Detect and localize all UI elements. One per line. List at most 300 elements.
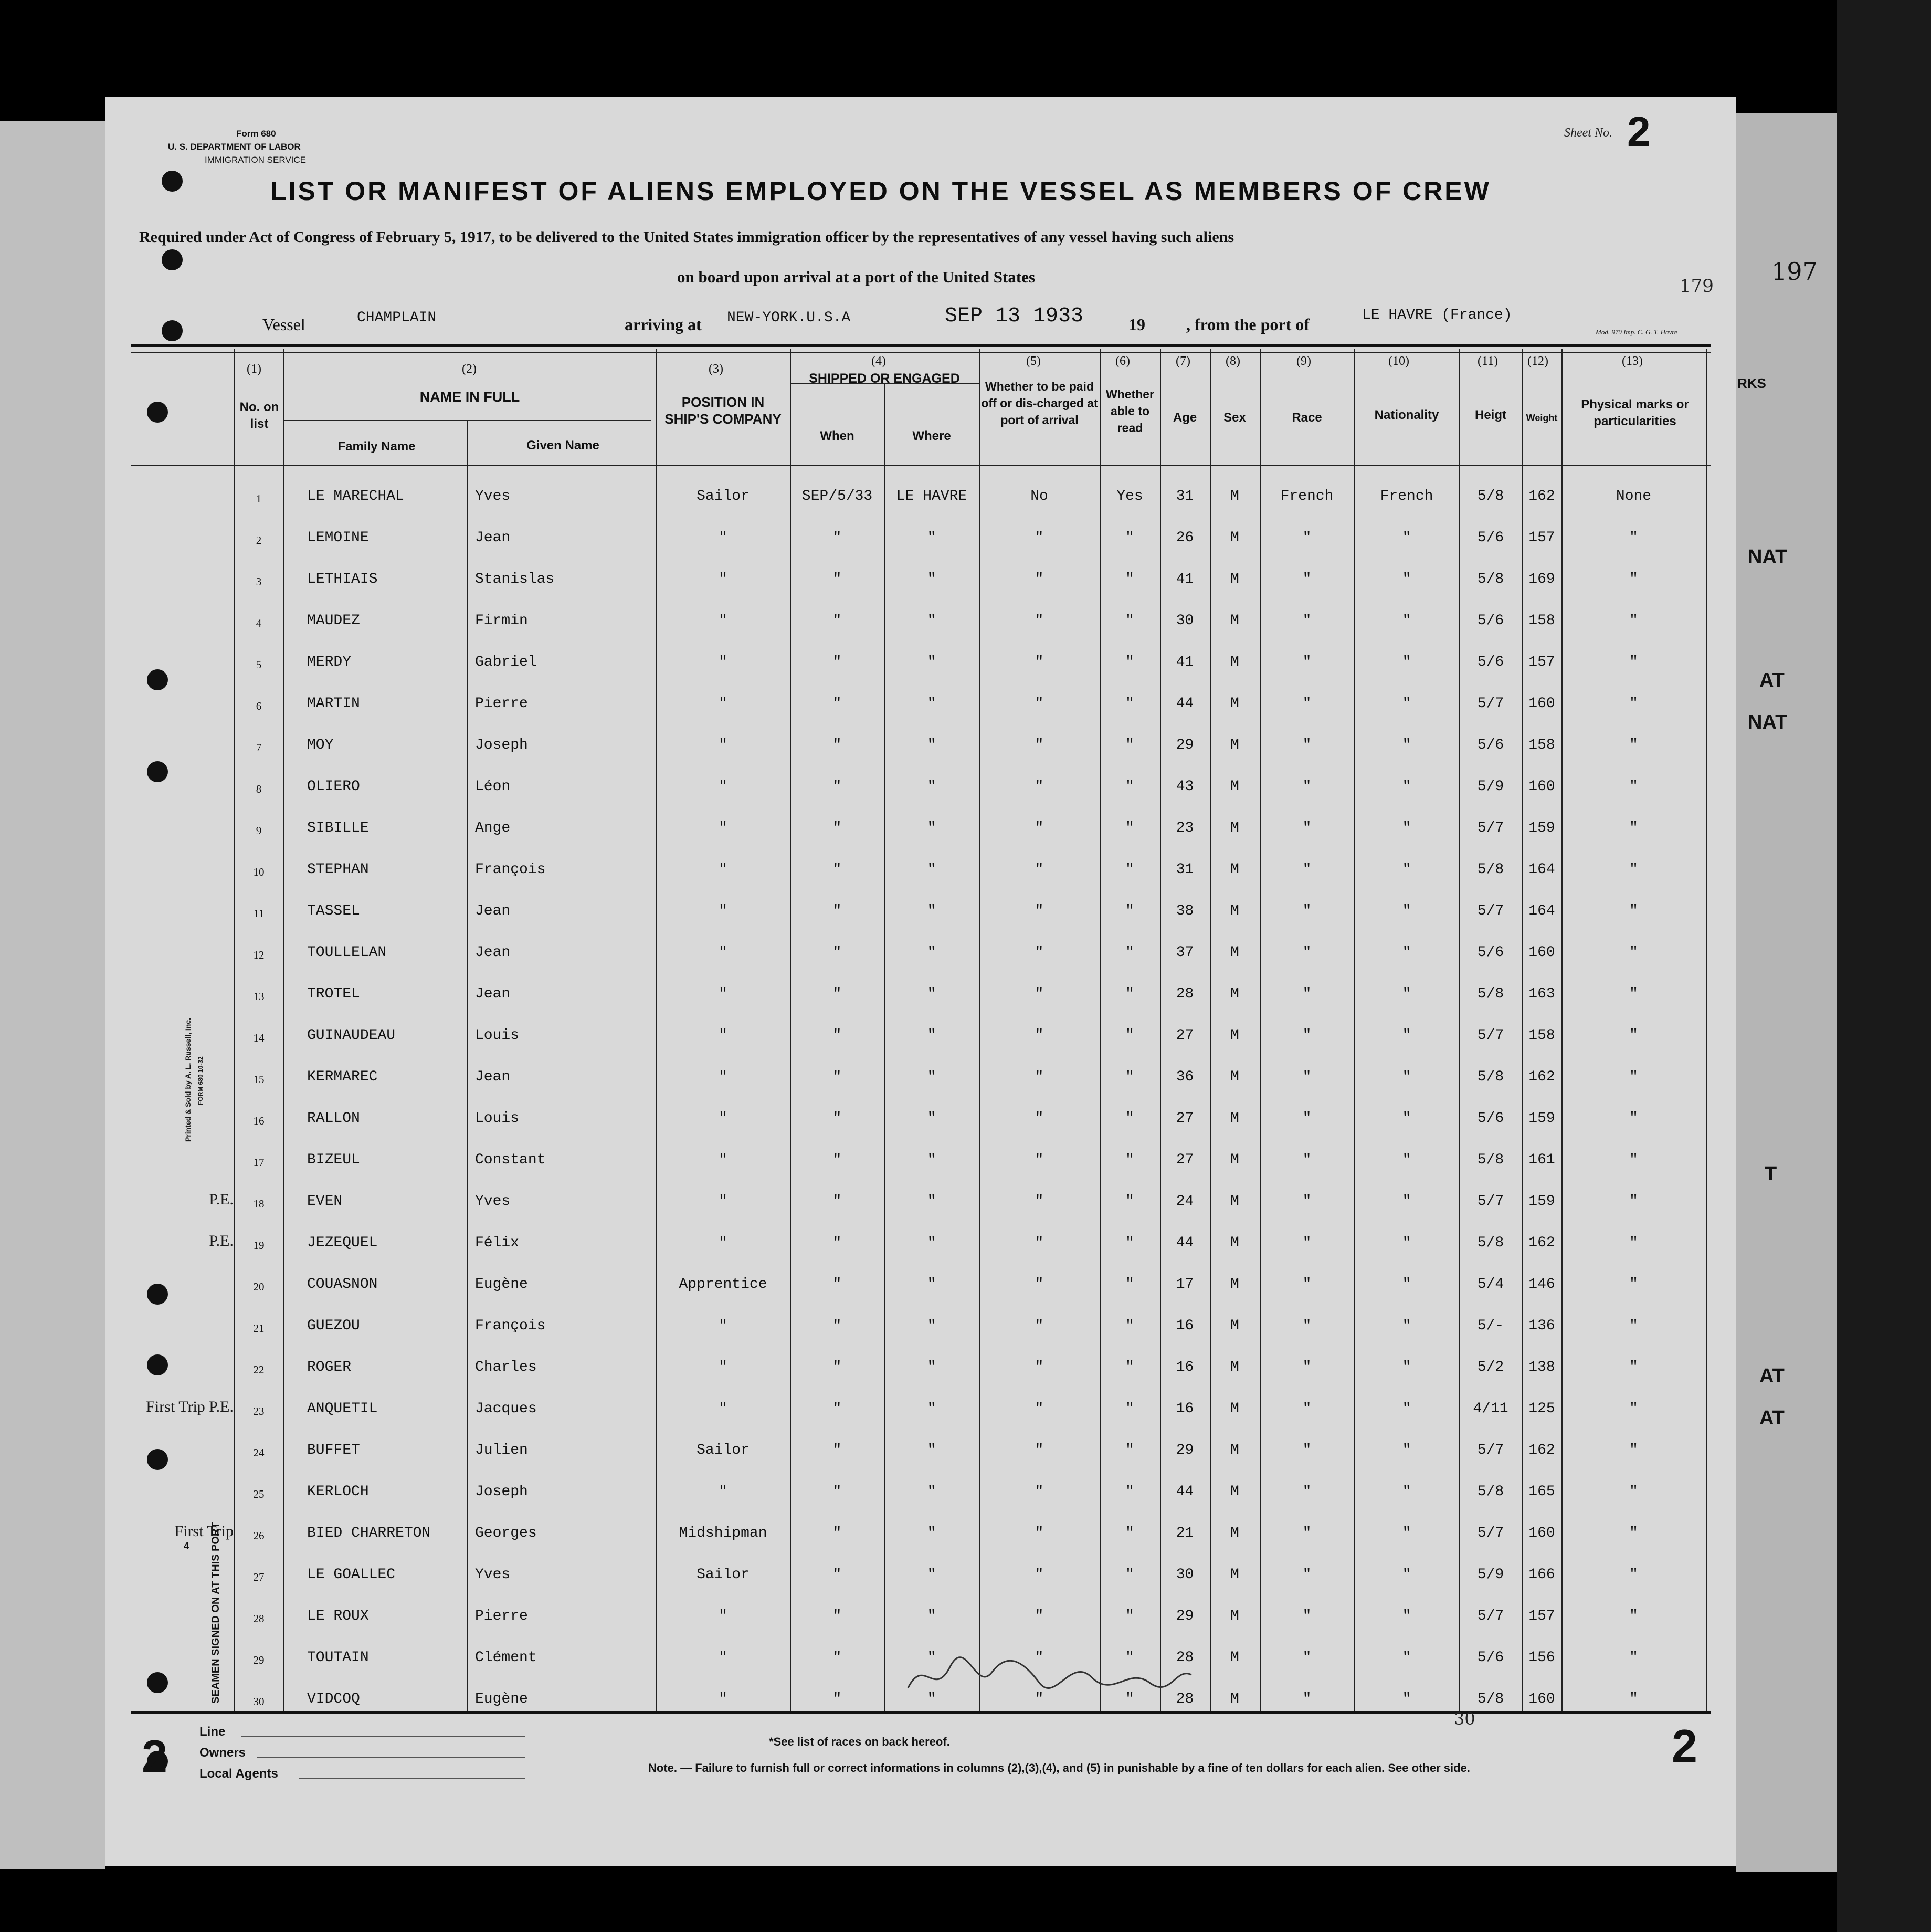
col-1-title: No. on list <box>239 400 279 431</box>
row-marks: " <box>1629 1567 1638 1583</box>
row-marks: None <box>1616 488 1652 505</box>
row-where: " <box>927 530 936 546</box>
row-weight: 157 <box>1528 1608 1555 1624</box>
row-no: 27 <box>253 1571 265 1583</box>
row-paid: " <box>1035 613 1044 629</box>
row-family: LEMOINE <box>307 530 369 546</box>
row-marks: " <box>1629 1359 1638 1376</box>
row-when: " <box>832 820 842 836</box>
row-weight: 160 <box>1528 944 1555 961</box>
row-nationality: " <box>1402 820 1411 836</box>
row-when: " <box>832 903 842 919</box>
row-read: " <box>1125 696 1134 712</box>
row-sex: M <box>1230 1193 1239 1210</box>
row-height: 5/6 <box>1477 613 1504 629</box>
col-5-number: (5) <box>1026 354 1041 368</box>
row-age: 43 <box>1176 779 1194 795</box>
row-family: RALLON <box>307 1110 360 1127</box>
row-race: " <box>1302 1484 1312 1500</box>
row-age: 31 <box>1176 862 1194 878</box>
row-no: 9 <box>256 824 262 837</box>
row-paid: " <box>1035 737 1044 753</box>
row-given: François <box>475 862 546 878</box>
punch-hole <box>162 320 183 341</box>
row-nationality: " <box>1402 1235 1411 1251</box>
row-height: 5/7 <box>1477 903 1504 919</box>
row-no: 30 <box>253 1695 265 1708</box>
row-race: " <box>1302 1110 1312 1127</box>
row-marks: " <box>1629 530 1638 546</box>
row-where: " <box>927 1359 936 1376</box>
row-read: " <box>1125 944 1134 961</box>
row-position: " <box>719 530 727 546</box>
row-weight: 160 <box>1528 696 1555 712</box>
row-sex: M <box>1230 1401 1239 1417</box>
row-position: " <box>719 1608 727 1624</box>
col-6-number: (6) <box>1115 354 1130 368</box>
row-sex: M <box>1230 903 1239 919</box>
punch-hole <box>147 1672 168 1693</box>
footer-agents-label: Local Agents <box>199 1767 278 1781</box>
row-weight: 158 <box>1528 1027 1555 1044</box>
sheet-number: 2 <box>1627 108 1651 155</box>
row-no: 3 <box>256 575 262 588</box>
row-race: " <box>1302 903 1312 919</box>
adjacent-nat-1: NAT <box>1748 546 1788 568</box>
row-no: 5 <box>256 658 262 671</box>
row-sex: M <box>1230 986 1239 1002</box>
row-nationality: " <box>1402 903 1411 919</box>
row-position: " <box>719 571 727 587</box>
row-position: " <box>719 820 727 836</box>
races-note: *See list of races on back hereof. <box>769 1735 950 1748</box>
row-when: " <box>832 1442 842 1458</box>
row-age: 41 <box>1176 654 1194 670</box>
row-marks: " <box>1629 1318 1638 1334</box>
row-read: " <box>1125 1276 1134 1293</box>
row-family: ROGER <box>307 1359 352 1376</box>
row-given: Léon <box>475 779 511 795</box>
seamen-count: 4 <box>184 1541 189 1551</box>
row-read: " <box>1125 1027 1134 1044</box>
punch-hole <box>147 1284 168 1305</box>
row-given: Yves <box>475 1193 511 1210</box>
row-no: 6 <box>256 700 262 712</box>
row-marks: " <box>1629 944 1638 961</box>
row-sex: M <box>1230 1027 1239 1044</box>
row-when: " <box>832 1650 842 1666</box>
row-no: 26 <box>253 1529 265 1542</box>
col-9-number: (9) <box>1296 354 1311 368</box>
row-age: 37 <box>1176 944 1194 961</box>
col-7-number: (7) <box>1176 354 1190 368</box>
footer-owners-label: Owners <box>199 1746 246 1760</box>
col-2-given-title: Given Name <box>526 438 599 453</box>
adjacent-nat-3: NAT <box>1748 711 1788 733</box>
row-paid: " <box>1035 1691 1044 1707</box>
row-margin-note: P.E. <box>209 1191 234 1208</box>
row-given: François <box>475 1318 546 1334</box>
row-where: " <box>927 1650 936 1666</box>
row-weight: 169 <box>1528 571 1555 587</box>
row-no: 15 <box>253 1073 265 1086</box>
row-margin-note: First Trip <box>174 1522 234 1540</box>
row-height: 5/9 <box>1477 779 1504 795</box>
row-marks: " <box>1629 1525 1638 1541</box>
row-where: " <box>927 1110 936 1127</box>
row-no: 18 <box>253 1198 265 1210</box>
row-position: " <box>719 986 727 1002</box>
row-read: " <box>1125 1484 1134 1500</box>
row-when: " <box>832 530 842 546</box>
row-height: 5/7 <box>1477 1193 1504 1210</box>
row-position: " <box>719 1193 727 1210</box>
row-position: Midshipman <box>679 1525 767 1541</box>
row-sex: M <box>1230 944 1239 961</box>
row-nationality: " <box>1402 1608 1411 1624</box>
row-where: " <box>927 1484 936 1500</box>
footer-line-rule <box>241 1736 525 1737</box>
row-family: LETHIAIS <box>307 571 378 587</box>
row-where: " <box>927 944 936 961</box>
row-weight: 157 <box>1528 530 1555 546</box>
printer-mark: Mod. 970 Imp. C. G. T. Havre <box>1596 328 1677 336</box>
row-marks: " <box>1629 1110 1638 1127</box>
row-weight: 136 <box>1528 1318 1555 1334</box>
vessel-label: Vessel <box>262 315 305 334</box>
row-height: 5/6 <box>1477 737 1504 753</box>
row-race: " <box>1302 1525 1312 1541</box>
row-race: " <box>1302 1027 1312 1044</box>
row-read: " <box>1125 862 1134 878</box>
row-when: " <box>832 696 842 712</box>
row-race: " <box>1302 1235 1312 1251</box>
row-sex: M <box>1230 1359 1239 1376</box>
row-age: 29 <box>1176 1608 1194 1624</box>
row-family: ANQUETIL <box>307 1401 378 1417</box>
row-paid: " <box>1035 1484 1044 1500</box>
row-when: " <box>832 1484 842 1500</box>
row-read: " <box>1125 1567 1134 1583</box>
row-race: " <box>1302 986 1312 1002</box>
row-race: " <box>1302 654 1312 670</box>
row-sex: M <box>1230 1276 1239 1293</box>
row-no: 1 <box>256 492 262 505</box>
row-weight: 158 <box>1528 613 1555 629</box>
row-weight: 138 <box>1528 1359 1555 1376</box>
row-age: 27 <box>1176 1027 1194 1044</box>
row-read: " <box>1125 1069 1134 1085</box>
adjacent-nat-2: AT <box>1759 669 1785 691</box>
row-position: " <box>719 1027 727 1044</box>
row-where: " <box>927 903 936 919</box>
punch-hole <box>147 761 168 782</box>
row-given: Jean <box>475 944 511 961</box>
row-where: " <box>927 1401 936 1417</box>
row-height: 5/4 <box>1477 1276 1504 1293</box>
scan-edge <box>1837 0 1931 1932</box>
row-paid: " <box>1035 696 1044 712</box>
row-given: Julien <box>475 1442 528 1458</box>
row-weight: 162 <box>1528 1442 1555 1458</box>
row-age: 28 <box>1176 986 1194 1002</box>
service: IMMIGRATION SERVICE <box>205 155 307 165</box>
row-paid: " <box>1035 1276 1044 1293</box>
row-weight: 162 <box>1528 1069 1555 1085</box>
row-position: " <box>719 613 727 629</box>
stamp-number: 179 <box>1680 276 1714 297</box>
row-weight: 125 <box>1528 1401 1555 1417</box>
col-2-title: NAME IN FULL <box>419 389 520 405</box>
row-family: LE GOALLEC <box>307 1567 396 1583</box>
row-read: " <box>1125 1650 1134 1666</box>
row-family: BIZEUL <box>307 1152 360 1168</box>
row-where: LE HAVRE <box>896 488 967 505</box>
row-marks: " <box>1629 903 1638 919</box>
row-race: " <box>1302 571 1312 587</box>
row-family: LE MARECHAL <box>307 488 404 505</box>
row-read: " <box>1125 1691 1134 1707</box>
row-marks: " <box>1629 1193 1638 1210</box>
row-marks: " <box>1629 862 1638 878</box>
row-no: 7 <box>256 741 262 754</box>
row-read: " <box>1125 1110 1134 1127</box>
row-nationality: " <box>1402 530 1411 546</box>
row-when: " <box>832 737 842 753</box>
row-sex: M <box>1230 1650 1239 1666</box>
punch-hole <box>162 171 183 192</box>
row-family: MERDY <box>307 654 352 670</box>
col-4-number: (4) <box>871 354 886 368</box>
col-10-title: Nationality <box>1374 408 1439 422</box>
row-race: " <box>1302 696 1312 712</box>
row-no: 8 <box>256 783 262 795</box>
arriving-label: arriving at <box>625 315 702 334</box>
row-family: TROTEL <box>307 986 360 1002</box>
row-marks: " <box>1629 1401 1638 1417</box>
row-where: " <box>927 1193 936 1210</box>
row-paid: " <box>1035 1567 1044 1583</box>
row-marks: " <box>1629 986 1638 1002</box>
row-family: SIBILLE <box>307 820 369 836</box>
row-paid: " <box>1035 1110 1044 1127</box>
row-weight: 163 <box>1528 986 1555 1002</box>
row-given: Eugène <box>475 1276 528 1293</box>
row-sex: M <box>1230 779 1239 795</box>
row-no: 23 <box>253 1405 265 1418</box>
row-read: " <box>1125 530 1134 546</box>
row-read: " <box>1125 986 1134 1002</box>
row-weight: 156 <box>1528 1650 1555 1666</box>
row-height: 5/8 <box>1477 862 1504 878</box>
row-race: " <box>1302 1152 1312 1168</box>
row-nationality: " <box>1402 613 1411 629</box>
row-nationality: " <box>1402 1110 1411 1127</box>
arrival-port: NEW-YORK.U.S.A <box>727 310 851 326</box>
row-marks: " <box>1629 1650 1638 1666</box>
row-paid: " <box>1035 654 1044 670</box>
arrival-date: SEP 13 1933 <box>945 304 1084 328</box>
row-nationality: " <box>1402 1318 1411 1334</box>
form-number: Form 680 <box>236 129 276 139</box>
col-divider <box>1706 349 1707 1712</box>
row-where: " <box>927 820 936 836</box>
row-nationality: " <box>1402 1525 1411 1541</box>
row-age: 27 <box>1176 1152 1194 1168</box>
row-position: " <box>719 737 727 753</box>
row-family: MAUDEZ <box>307 613 360 629</box>
row-read: " <box>1125 820 1134 836</box>
page-title: LIST OR MANIFEST OF ALIENS EMPLOYED ON THE VESSEL AS MEMBERS OF CREW <box>270 176 1491 206</box>
row-paid: " <box>1035 1650 1044 1666</box>
row-marks: " <box>1629 820 1638 836</box>
row-paid: " <box>1035 1069 1044 1085</box>
row-weight: 160 <box>1528 1525 1555 1541</box>
row-position: " <box>719 696 727 712</box>
hand-count: 30 <box>1454 1709 1475 1729</box>
row-race: " <box>1302 1401 1312 1417</box>
row-when: " <box>832 1359 842 1376</box>
row-age: 38 <box>1176 903 1194 919</box>
row-when: " <box>832 944 842 961</box>
row-position: Sailor <box>697 1442 750 1458</box>
row-when: " <box>832 1027 842 1044</box>
row-marks: " <box>1629 737 1638 753</box>
row-where: " <box>927 1442 936 1458</box>
row-age: 30 <box>1176 613 1194 629</box>
col-1-number: (1) <box>247 362 261 376</box>
row-weight: 158 <box>1528 737 1555 753</box>
row-nationality: " <box>1402 944 1411 961</box>
row-paid: " <box>1035 530 1044 546</box>
footer-line-label: Line <box>199 1725 226 1739</box>
row-no: 19 <box>253 1239 265 1252</box>
row-height: 5/8 <box>1477 571 1504 587</box>
row-height: 5/6 <box>1477 654 1504 670</box>
row-read: " <box>1125 1525 1134 1541</box>
row-when: " <box>832 1401 842 1417</box>
row-position: " <box>719 944 727 961</box>
row-when: " <box>832 1152 842 1168</box>
row-read: " <box>1125 1318 1134 1334</box>
row-height: 5/8 <box>1477 1691 1504 1707</box>
row-when: " <box>832 613 842 629</box>
row-no: 2 <box>256 534 262 547</box>
row-given: Gabriel <box>475 654 537 670</box>
row-height: 5/2 <box>1477 1359 1504 1376</box>
row-sex: M <box>1230 1442 1239 1458</box>
row-sex: M <box>1230 488 1239 505</box>
row-height: 5/9 <box>1477 1567 1504 1583</box>
row-age: 44 <box>1176 1235 1194 1251</box>
row-when: " <box>832 1110 842 1127</box>
row-read: Yes <box>1116 488 1143 505</box>
row-paid: No <box>1030 488 1048 505</box>
printer-form-number: FORM 680 10-32 <box>197 1056 204 1105</box>
row-no: 25 <box>253 1488 265 1500</box>
row-no: 10 <box>253 866 265 878</box>
row-marks: " <box>1629 1152 1638 1168</box>
row-nationality: French <box>1380 488 1433 505</box>
row-given: Georges <box>475 1525 537 1541</box>
row-height: 5/8 <box>1477 1069 1504 1085</box>
subtitle-line-1: Required under Act of Congress of February 5, 1917, to be delivered to the United States immigration officer by the representatives of any vessel having such aliens <box>139 228 1234 246</box>
row-age: 29 <box>1176 1442 1194 1458</box>
row-no: 22 <box>253 1363 265 1376</box>
row-no: 12 <box>253 949 265 961</box>
row-position: " <box>719 1318 727 1334</box>
row-sex: M <box>1230 820 1239 836</box>
row-read: " <box>1125 903 1134 919</box>
row-nationality: " <box>1402 779 1411 795</box>
row-weight: 164 <box>1528 903 1555 919</box>
row-read: " <box>1125 1152 1134 1168</box>
row-position: " <box>719 654 727 670</box>
row-position: " <box>719 1359 727 1376</box>
row-read: " <box>1125 1235 1134 1251</box>
row-given: Yves <box>475 488 511 505</box>
row-where: " <box>927 862 936 878</box>
row-weight: 161 <box>1528 1152 1555 1168</box>
row-weight: 162 <box>1528 1235 1555 1251</box>
col-11-title: Heigt <box>1475 408 1506 422</box>
row-given: Jacques <box>475 1401 537 1417</box>
row-sex: M <box>1230 654 1239 670</box>
row-height: 5/- <box>1477 1318 1504 1334</box>
row-height: 5/6 <box>1477 1110 1504 1127</box>
row-where: " <box>927 1069 936 1085</box>
row-height: 5/7 <box>1477 1442 1504 1458</box>
row-no: 13 <box>253 990 265 1003</box>
row-paid: " <box>1035 1401 1044 1417</box>
row-family: BUFFET <box>307 1442 360 1458</box>
row-height: 5/7 <box>1477 1525 1504 1541</box>
row-when: " <box>832 1691 842 1707</box>
row-nationality: " <box>1402 1276 1411 1293</box>
row-race: " <box>1302 1608 1312 1624</box>
row-height: 5/8 <box>1477 986 1504 1002</box>
row-position: " <box>719 1401 727 1417</box>
col-4-where-title: Where <box>912 429 951 443</box>
row-weight: 164 <box>1528 862 1555 878</box>
row-family: VIDCOQ <box>307 1691 360 1707</box>
row-position: Sailor <box>697 1567 750 1583</box>
row-read: " <box>1125 1193 1134 1210</box>
row-race: " <box>1302 1359 1312 1376</box>
row-age: 44 <box>1176 1484 1194 1500</box>
row-marks: " <box>1629 654 1638 670</box>
row-nationality: " <box>1402 986 1411 1002</box>
col-4-when-title: When <box>820 429 854 443</box>
row-race: " <box>1302 1318 1312 1334</box>
row-age: 27 <box>1176 1110 1194 1127</box>
row-nationality: " <box>1402 862 1411 878</box>
row-where: " <box>927 654 936 670</box>
row-paid: " <box>1035 944 1044 961</box>
row-race: " <box>1302 862 1312 878</box>
col-3-number: (3) <box>709 362 723 376</box>
row-family: KERLOCH <box>307 1484 369 1500</box>
row-weight: 159 <box>1528 1193 1555 1210</box>
row-where: " <box>927 1567 936 1583</box>
row-margin-note: P.E. <box>209 1232 234 1250</box>
row-weight: 160 <box>1528 779 1555 795</box>
row-family: TASSEL <box>307 903 360 919</box>
row-family: MOY <box>307 737 334 753</box>
row-weight: 146 <box>1528 1276 1555 1293</box>
adjacent-page-remarks: RKS <box>1737 375 1766 391</box>
row-family: OLIERO <box>307 779 360 795</box>
